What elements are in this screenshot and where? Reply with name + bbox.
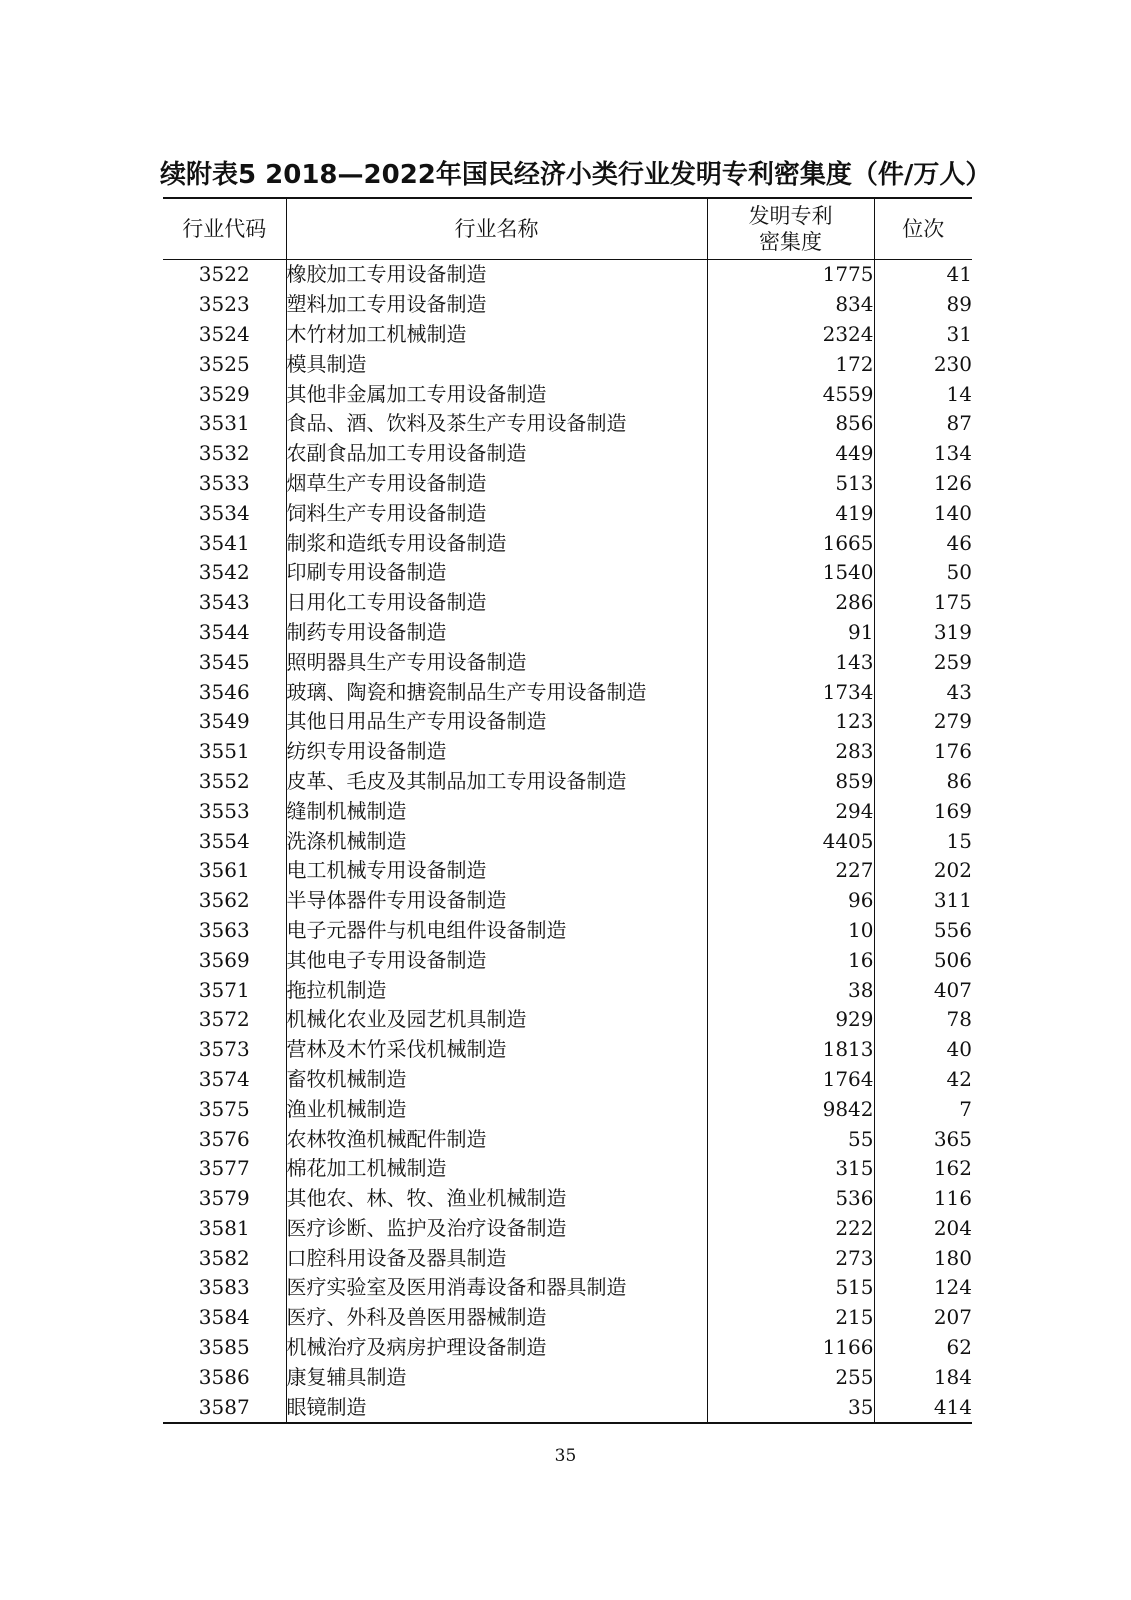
patent-density-cell: 1764 <box>707 1065 874 1095</box>
table-row <box>163 1154 972 1184</box>
rank-cell: 176 <box>874 737 972 767</box>
patent-density-cell: 91 <box>707 618 874 648</box>
industry-code-cell: 3572 <box>198 1007 250 1032</box>
industry-code-cell: 3585 <box>198 1335 250 1360</box>
industry-code-cell: 3573 <box>198 1037 250 1062</box>
table-row <box>163 320 972 350</box>
industry-name-cell: 畜牧机械制造 <box>286 1065 707 1095</box>
industry-name-cell: 皮革、毛皮及其制品加工专用设备制造 <box>286 767 707 797</box>
table-row <box>163 796 972 826</box>
industry-name-cell: 木竹材加工机械制造 <box>286 320 707 350</box>
rank-cell: 40 <box>874 1035 972 1065</box>
table-row <box>163 1124 972 1154</box>
industry-code-cell: 3569 <box>198 947 250 972</box>
rank-cell: 311 <box>874 886 972 916</box>
table-row <box>163 439 972 469</box>
rank-cell: 259 <box>874 647 972 677</box>
rank-cell: 50 <box>874 558 972 588</box>
industry-code-cell: 3529 <box>198 381 250 406</box>
industry-name-cell: 其他电子专用设备制造 <box>286 945 707 975</box>
industry-code-cell: 3544 <box>198 619 250 644</box>
patent-density-cell: 255 <box>707 1362 874 1392</box>
industry-code-cell: 3575 <box>198 1096 250 1121</box>
industry-code-cell: 3552 <box>198 768 250 793</box>
table-row <box>163 1243 972 1273</box>
industry-name-cell: 食品、酒、饮料及茶生产专用设备制造 <box>286 409 707 439</box>
industry-name-cell: 制浆和造纸专用设备制造 <box>286 528 707 558</box>
header-industry-name: 行业名称 <box>286 198 707 260</box>
industry-code-cell: 3549 <box>198 709 250 734</box>
table-row <box>163 916 972 946</box>
patent-density-cell: 123 <box>707 707 874 737</box>
table-row <box>163 1303 972 1333</box>
patent-density-cell: 286 <box>707 588 874 618</box>
table-row <box>163 767 972 797</box>
rank-cell: 46 <box>874 528 972 558</box>
patent-density-cell: 4559 <box>707 379 874 409</box>
industry-code-cell: 3546 <box>198 679 250 704</box>
table-row <box>163 1005 972 1035</box>
patent-density-cell: 856 <box>707 409 874 439</box>
header-density-line1: 发明专利 <box>748 204 833 228</box>
industry-name-cell: 半导体器件专用设备制造 <box>286 886 707 916</box>
industry-name-cell: 塑料加工专用设备制造 <box>286 290 707 320</box>
industry-code-cell: 3587 <box>198 1394 250 1419</box>
table-row <box>163 647 972 677</box>
table-row <box>163 1392 972 1423</box>
patent-density-cell: 1665 <box>707 528 874 558</box>
industry-code-cell: 3541 <box>198 530 250 555</box>
table-row <box>163 1273 972 1303</box>
patent-density-cell: 515 <box>707 1273 874 1303</box>
patent-density-cell: 16 <box>707 945 874 975</box>
patent-density-cell: 929 <box>707 1005 874 1035</box>
header-patent-density <box>707 198 874 260</box>
patent-density-cell: 283 <box>707 737 874 767</box>
industry-name-cell: 洗涤机械制造 <box>286 826 707 856</box>
table-row <box>163 737 972 767</box>
industry-code-cell: 3545 <box>198 649 250 674</box>
table-row <box>163 1184 972 1214</box>
patent-density-cell: 273 <box>707 1243 874 1273</box>
patent-density-cell: 215 <box>707 1303 874 1333</box>
industry-code-cell: 3542 <box>198 560 250 585</box>
industry-code-cell: 3553 <box>198 798 250 823</box>
patent-density-cell: 1540 <box>707 558 874 588</box>
industry-code-cell: 3584 <box>198 1305 250 1330</box>
industry-name-cell: 缝制机械制造 <box>286 796 707 826</box>
patent-density-cell: 1734 <box>707 677 874 707</box>
rank-cell: 162 <box>874 1154 972 1184</box>
rank-cell: 116 <box>874 1184 972 1214</box>
patent-density-cell: 227 <box>707 856 874 886</box>
patent-density-cell: 834 <box>707 290 874 320</box>
page-number: 35 <box>554 1446 577 1466</box>
patent-density-cell: 536 <box>707 1184 874 1214</box>
industry-name-cell: 玻璃、陶瓷和搪瓷制品生产专用设备制造 <box>286 677 707 707</box>
rank-cell: 204 <box>874 1214 972 1244</box>
rank-cell: 43 <box>874 677 972 707</box>
table-row <box>163 498 972 528</box>
rank-cell: 556 <box>874 916 972 946</box>
industry-code-cell: 3554 <box>198 828 250 853</box>
rank-cell: 126 <box>874 469 972 499</box>
patent-density-cell: 294 <box>707 796 874 826</box>
patent-density-cell: 859 <box>707 767 874 797</box>
industry-name-cell: 医疗实验室及医用消毒设备和器具制造 <box>286 1273 707 1303</box>
rank-cell: 407 <box>874 975 972 1005</box>
table-row <box>163 379 972 409</box>
rank-cell: 14 <box>874 379 972 409</box>
industry-name-cell: 印刷专用设备制造 <box>286 558 707 588</box>
industry-code-cell: 3562 <box>198 888 250 913</box>
rank-cell: 207 <box>874 1303 972 1333</box>
patent-density-cell: 449 <box>707 439 874 469</box>
industry-code-cell: 3576 <box>198 1126 250 1151</box>
table-row <box>163 707 972 737</box>
patent-density-cell: 1166 <box>707 1333 874 1363</box>
rank-cell: 62 <box>874 1333 972 1363</box>
rank-cell: 180 <box>874 1243 972 1273</box>
table-row <box>163 469 972 499</box>
patent-density-cell: 9842 <box>707 1094 874 1124</box>
table-row <box>163 826 972 856</box>
industry-code-cell: 3543 <box>198 590 250 615</box>
industry-name-cell: 烟草生产专用设备制造 <box>286 469 707 499</box>
rank-cell: 42 <box>874 1065 972 1095</box>
patent-density-cell: 1813 <box>707 1035 874 1065</box>
rank-cell: 78 <box>874 1005 972 1035</box>
industry-name-cell: 其他非金属加工专用设备制造 <box>286 379 707 409</box>
table-row <box>163 290 972 320</box>
rank-cell: 414 <box>874 1392 972 1423</box>
rank-cell: 87 <box>874 409 972 439</box>
rank-cell: 279 <box>874 707 972 737</box>
industry-name-cell: 眼镜制造 <box>286 1392 707 1423</box>
patent-density-cell: 222 <box>707 1214 874 1244</box>
industry-code-cell: 3577 <box>198 1156 250 1181</box>
industry-code-cell: 3532 <box>198 441 250 466</box>
patent-density-cell: 2324 <box>707 320 874 350</box>
patent-density-cell: 419 <box>707 498 874 528</box>
industry-name-cell: 其他日用品生产专用设备制造 <box>286 707 707 737</box>
industry-name-cell: 医疗、外科及兽医用器械制造 <box>286 1303 707 1333</box>
patent-density-cell: 10 <box>707 916 874 946</box>
industry-name-cell: 制药专用设备制造 <box>286 618 707 648</box>
industry-code-cell: 3586 <box>198 1364 250 1389</box>
industry-name-cell: 棉花加工机械制造 <box>286 1154 707 1184</box>
rank-cell: 202 <box>874 856 972 886</box>
rank-cell: 230 <box>874 349 972 379</box>
table-row <box>163 1362 972 1392</box>
industry-name-cell: 电工机械专用设备制造 <box>286 856 707 886</box>
industry-name-cell: 机械治疗及病房护理设备制造 <box>286 1333 707 1363</box>
table-row <box>163 945 972 975</box>
industry-code-cell: 3524 <box>198 321 250 346</box>
table-row <box>163 886 972 916</box>
industry-name-cell: 农林牧渔机械配件制造 <box>286 1124 707 1154</box>
rank-cell: 15 <box>874 826 972 856</box>
table-row <box>163 260 972 290</box>
industry-name-cell: 电子元器件与机电组件设备制造 <box>286 916 707 946</box>
industry-name-cell: 纺织专用设备制造 <box>286 737 707 767</box>
patent-density-cell: 143 <box>707 647 874 677</box>
industry-code-cell: 3522 <box>198 262 250 287</box>
industry-code-cell: 3583 <box>198 1275 250 1300</box>
header-industry-code: 行业代码 <box>163 198 286 260</box>
patent-density-cell: 1775 <box>707 260 874 290</box>
rank-cell: 86 <box>874 767 972 797</box>
industry-name-cell: 拖拉机制造 <box>286 975 707 1005</box>
industry-name-cell: 橡胶加工专用设备制造 <box>286 260 707 290</box>
table-title: 续附表5 2018—2022年国民经济小类行业发明专利密集度（件/万人） <box>160 160 992 190</box>
rank-cell: 7 <box>874 1094 972 1124</box>
industry-name-cell: 机械化农业及园艺机具制造 <box>286 1005 707 1035</box>
industry-code-cell: 3523 <box>198 292 250 317</box>
rank-cell: 365 <box>874 1124 972 1154</box>
patent-density-cell: 35 <box>707 1392 874 1423</box>
industry-name-cell: 医疗诊断、监护及治疗设备制造 <box>286 1214 707 1244</box>
industry-name-cell: 日用化工专用设备制造 <box>286 588 707 618</box>
header-density-line2: 密集度 <box>759 230 822 254</box>
table-row <box>163 1214 972 1244</box>
patent-density-table <box>163 197 972 1424</box>
industry-name-cell: 照明器具生产专用设备制造 <box>286 647 707 677</box>
industry-code-cell: 3551 <box>198 739 250 764</box>
industry-code-cell: 3574 <box>198 1066 250 1091</box>
industry-code-cell: 3563 <box>198 917 250 942</box>
industry-code-cell: 3534 <box>198 500 250 525</box>
industry-code-cell: 3581 <box>198 1215 250 1240</box>
rank-cell: 175 <box>874 588 972 618</box>
table-row <box>163 618 972 648</box>
table-row <box>163 677 972 707</box>
patent-density-cell: 315 <box>707 1154 874 1184</box>
table-row <box>163 588 972 618</box>
rank-cell: 140 <box>874 498 972 528</box>
patent-density-cell: 55 <box>707 1124 874 1154</box>
table-row <box>163 558 972 588</box>
industry-name-cell: 其他农、林、牧、渔业机械制造 <box>286 1184 707 1214</box>
industry-name-cell: 营林及木竹采伐机械制造 <box>286 1035 707 1065</box>
industry-name-cell: 模具制造 <box>286 349 707 379</box>
header-rank: 位次 <box>874 198 972 260</box>
industry-name-cell: 农副食品加工专用设备制造 <box>286 439 707 469</box>
table-row <box>163 409 972 439</box>
table-row <box>163 975 972 1005</box>
rank-cell: 41 <box>874 260 972 290</box>
industry-name-cell: 渔业机械制造 <box>286 1094 707 1124</box>
table-row <box>163 1094 972 1124</box>
patent-density-cell: 4405 <box>707 826 874 856</box>
industry-code-cell: 3582 <box>198 1245 250 1270</box>
table-row <box>163 1035 972 1065</box>
patent-density-cell: 172 <box>707 349 874 379</box>
rank-cell: 506 <box>874 945 972 975</box>
industry-code-cell: 3525 <box>198 351 250 376</box>
patent-density-cell: 96 <box>707 886 874 916</box>
industry-code-cell: 3531 <box>198 411 250 436</box>
table-body <box>163 260 972 1424</box>
industry-code-cell: 3533 <box>198 470 250 495</box>
table-row <box>163 349 972 379</box>
rank-cell: 124 <box>874 1273 972 1303</box>
industry-name-cell: 饲料生产专用设备制造 <box>286 498 707 528</box>
patent-density-cell: 38 <box>707 975 874 1005</box>
rank-cell: 319 <box>874 618 972 648</box>
industry-code-cell: 3561 <box>198 858 250 883</box>
rank-cell: 134 <box>874 439 972 469</box>
patent-density-cell: 513 <box>707 469 874 499</box>
industry-code-cell: 3571 <box>198 977 250 1002</box>
header-row <box>163 198 972 260</box>
table-row <box>163 1333 972 1363</box>
industry-name-cell: 口腔科用设备及器具制造 <box>286 1243 707 1273</box>
table-row <box>163 856 972 886</box>
table-row <box>163 528 972 558</box>
rank-cell: 169 <box>874 796 972 826</box>
rank-cell: 31 <box>874 320 972 350</box>
industry-code-cell: 3579 <box>198 1186 250 1211</box>
table-row <box>163 1065 972 1095</box>
rank-cell: 89 <box>874 290 972 320</box>
rank-cell: 184 <box>874 1362 972 1392</box>
industry-name-cell: 康复辅具制造 <box>286 1362 707 1392</box>
